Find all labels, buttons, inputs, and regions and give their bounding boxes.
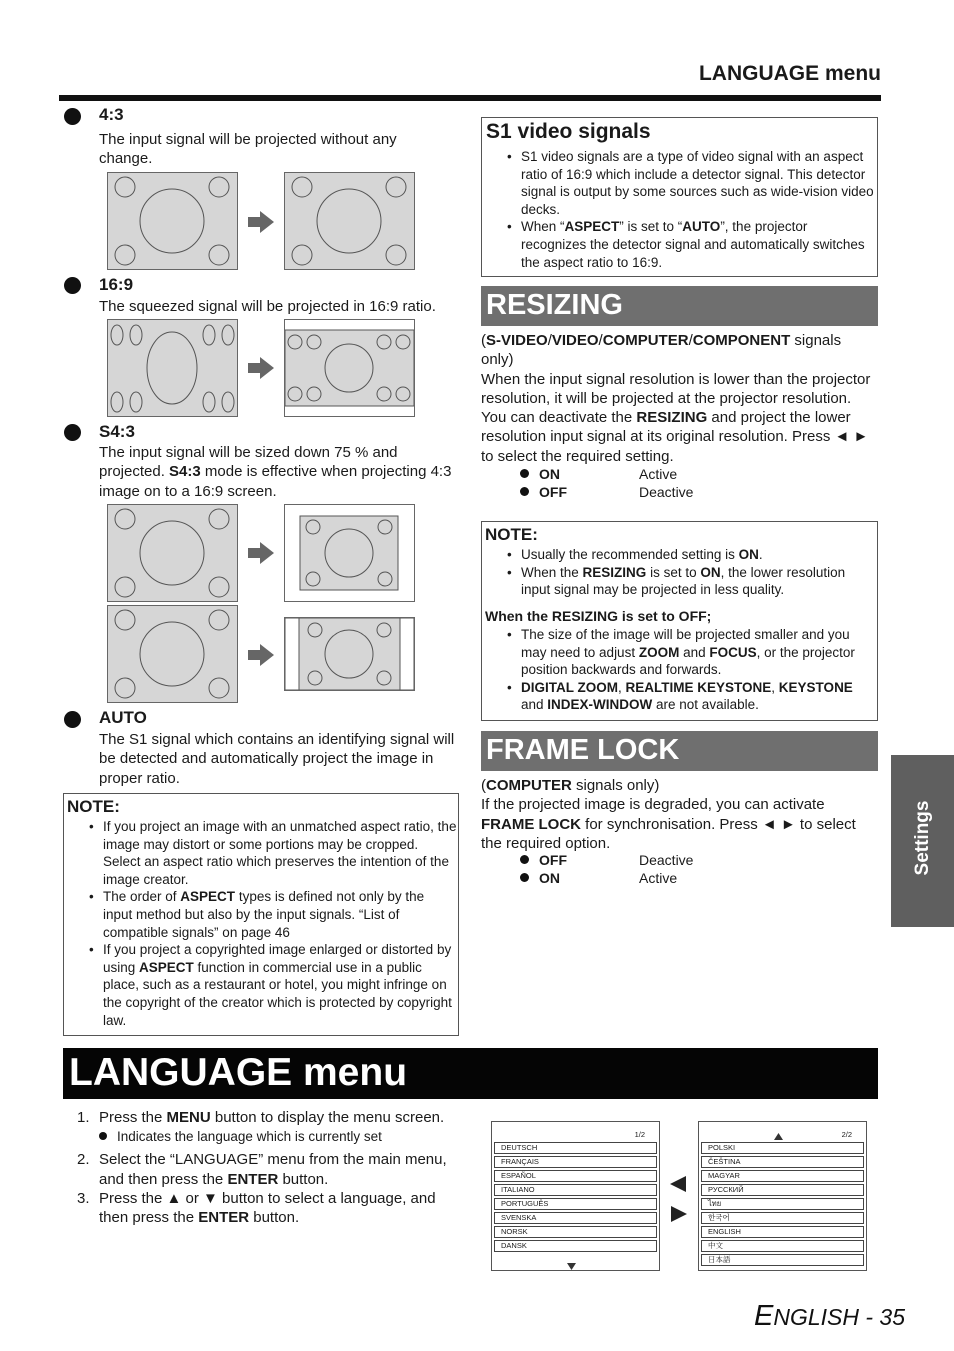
note-list <box>505 626 875 714</box>
note-title: NOTE: <box>485 525 538 544</box>
arrow-right-icon <box>248 644 274 666</box>
language-option[interactable]: PORTUGUÊS <box>494 1198 657 1210</box>
list-item: • DIGITAL ZOOM, REALTIME KEYSTONE, KEYSTONE and INDEX-WINDOW are not available. <box>505 679 875 714</box>
arrow-left-icon <box>670 1176 686 1197</box>
list-item: • The size of the image will be projected smaller and you may need to adjust ZOOM and FOCUS, or the projector position backwards and forwards. <box>505 626 875 679</box>
side-tab-label: Settings <box>912 800 933 876</box>
aspect-desc-s4-3: The input signal will be sized down 75 % and projected. S4:3 mode is effective when projecting 4:3 image on to a 16:9 screen. <box>99 444 452 500</box>
language-option[interactable]: SVENSKA <box>494 1212 657 1224</box>
note-subheading: When the RESIZING is set to OFF; <box>485 608 712 624</box>
list-item: • If you project a copyrighted image enlarged or distorted by using ASPECT function in commercial use in a public place, such as a restaurant or hotel, you might infringe on the copyright of the creator which is protected by copyright law. <box>87 941 457 1029</box>
aspect-desc-16-9: The squeezed signal will be projected in 16:9 ratio. <box>99 298 436 315</box>
frame-lock-option-on: ON Active <box>520 869 677 887</box>
header-rule <box>59 95 881 101</box>
language-option[interactable]: POLSKI <box>701 1142 864 1154</box>
language-option[interactable]: ENGLISH <box>701 1226 864 1238</box>
resizing-description: When the input signal resolution is lower than the projector resolution, it will be projected at the projector resolution. You can deactivate the RESIZING and project the lower resolution input signal at its original resolution. Press ◄ ► to select the required setting. <box>481 370 871 465</box>
figure-4-3-source <box>107 172 238 270</box>
note-list <box>87 818 457 1029</box>
arrow-right-icon <box>248 542 274 564</box>
bullet-dot <box>64 424 81 441</box>
step-2: 2. Select the “LANGUAGE” menu from the main menu, and then press the ENTER button. <box>77 1151 447 1188</box>
s1-title: S1 video signals <box>486 120 651 143</box>
step-1-note: Indicates the language which is currently set <box>99 1128 465 1150</box>
aspect-label-auto: AUTO <box>99 708 147 727</box>
language-option[interactable]: FRANÇAIS <box>494 1156 657 1168</box>
aspect-label-s4-3: S4:3 <box>99 422 135 441</box>
arrow-right-icon <box>671 1206 687 1227</box>
language-menu-banner: LANGUAGE menu <box>63 1048 878 1099</box>
language-option[interactable]: DANSK <box>494 1240 657 1252</box>
figure-s4-3-result-1 <box>284 504 415 602</box>
list-item: • If you project an image with an unmatched aspect ratio, the image may distort or some portions may be cropped. Select an aspect ratio which preserves the intention of the image creator. <box>87 818 457 888</box>
language-option[interactable]: DEUTSCH <box>494 1142 657 1154</box>
figure-s4-3-source-2 <box>107 605 238 703</box>
bullet-dot <box>64 108 81 125</box>
arrow-right-icon <box>248 357 274 379</box>
language-option[interactable]: ITALIANO <box>494 1184 657 1196</box>
language-option[interactable]: MAGYAR <box>701 1170 864 1182</box>
scroll-down-icon[interactable] <box>567 1257 576 1275</box>
page-footer: ENGLISH - 35 <box>754 1300 905 1332</box>
bullet-dot <box>64 711 81 728</box>
figure-16-9-result <box>284 319 415 417</box>
list-item: • When “ASPECT” is set to “AUTO”, the projector recognizes the detector signal and automatically switches the aspect ratio to 16:9. <box>505 218 875 271</box>
note-title: NOTE: <box>67 797 120 816</box>
note-box-aspect <box>63 793 459 1036</box>
aspect-desc-auto: The S1 signal which contains an identifying signal will be detected and automatically project the image in proper ratio. <box>99 731 455 787</box>
header-title: LANGUAGE menu <box>698 62 881 85</box>
figure-s4-3-source-1 <box>107 504 238 602</box>
figure-4-3-result <box>284 172 415 270</box>
language-menu-page-2 <box>698 1121 867 1271</box>
language-option[interactable]: 한국어 <box>701 1212 864 1224</box>
list-item: • The order of ASPECT types is defined not only by the input method but also by the input signals. “List of compatible signals” on page 46 <box>87 888 457 941</box>
aspect-desc-4-3: The input signal will be projected without any change. <box>99 131 397 168</box>
list-item: • When the RESIZING is set to ON, the lower resolution input signal may be projected in less quality. <box>505 564 875 599</box>
figure-16-9-source <box>107 319 238 417</box>
s1-signals-box <box>481 117 878 277</box>
language-steps <box>77 1108 465 1227</box>
language-option[interactable]: NORSK <box>494 1226 657 1238</box>
resizing-signals: (S-VIDEO/VIDEO/COMPUTER/COMPONENT signals only) <box>481 332 842 369</box>
note-box-resizing <box>481 521 878 721</box>
language-menu-page-1 <box>491 1121 660 1271</box>
note-list <box>505 546 875 599</box>
frame-lock-body <box>481 776 878 853</box>
frame-lock-signals: (COMPUTER signals only) <box>481 777 660 794</box>
menu-page-indicator: 2/2 <box>841 1130 852 1139</box>
s1-list <box>505 148 875 271</box>
language-option[interactable]: ČEŠTINA <box>701 1156 864 1168</box>
menu-page-indicator: 1/2 <box>634 1130 645 1139</box>
arrow-right-icon <box>248 211 274 233</box>
language-option[interactable]: ไทย <box>701 1198 864 1210</box>
bullet-dot <box>64 277 81 294</box>
aspect-label-16-9: 16:9 <box>99 275 134 294</box>
step-1: 1. Press the MENU button to display the menu screen. Indicates the language which is currently set <box>77 1108 465 1150</box>
resizing-banner: RESIZING <box>481 286 878 326</box>
resizing-option-on: ON Active <box>520 465 677 483</box>
language-option[interactable]: ESPAÑOL <box>494 1170 657 1182</box>
settings-side-tab <box>891 755 954 927</box>
list-item: • S1 video signals are a type of video signal with an aspect ratio of 16:9 which include a detector signal. This detector signal is output by some sources such as wide-vision video decks. <box>505 148 875 218</box>
frame-lock-banner: FRAME LOCK <box>481 731 878 771</box>
language-option[interactable]: РУССКИЙ <box>701 1184 864 1196</box>
language-option[interactable]: 中文 <box>701 1240 864 1252</box>
aspect-label-4-3: 4:3 <box>99 105 124 124</box>
frame-lock-description: If the projected image is degraded, you can activate FRAME LOCK for synchronisation. Press ◄ ► to select the required option. <box>481 796 856 852</box>
resizing-option-off: OFF Deactive <box>520 483 693 501</box>
language-option[interactable]: 日本語 <box>701 1254 864 1266</box>
resizing-body <box>481 331 877 466</box>
figure-s4-3-result-2 <box>284 617 415 691</box>
step-3: 3. Press the ▲ or ▼ button to select a language, and then press the ENTER button. <box>77 1189 436 1227</box>
list-item: • Usually the recommended setting is ON. <box>505 546 875 564</box>
frame-lock-option-off: OFF Deactive <box>520 851 693 869</box>
